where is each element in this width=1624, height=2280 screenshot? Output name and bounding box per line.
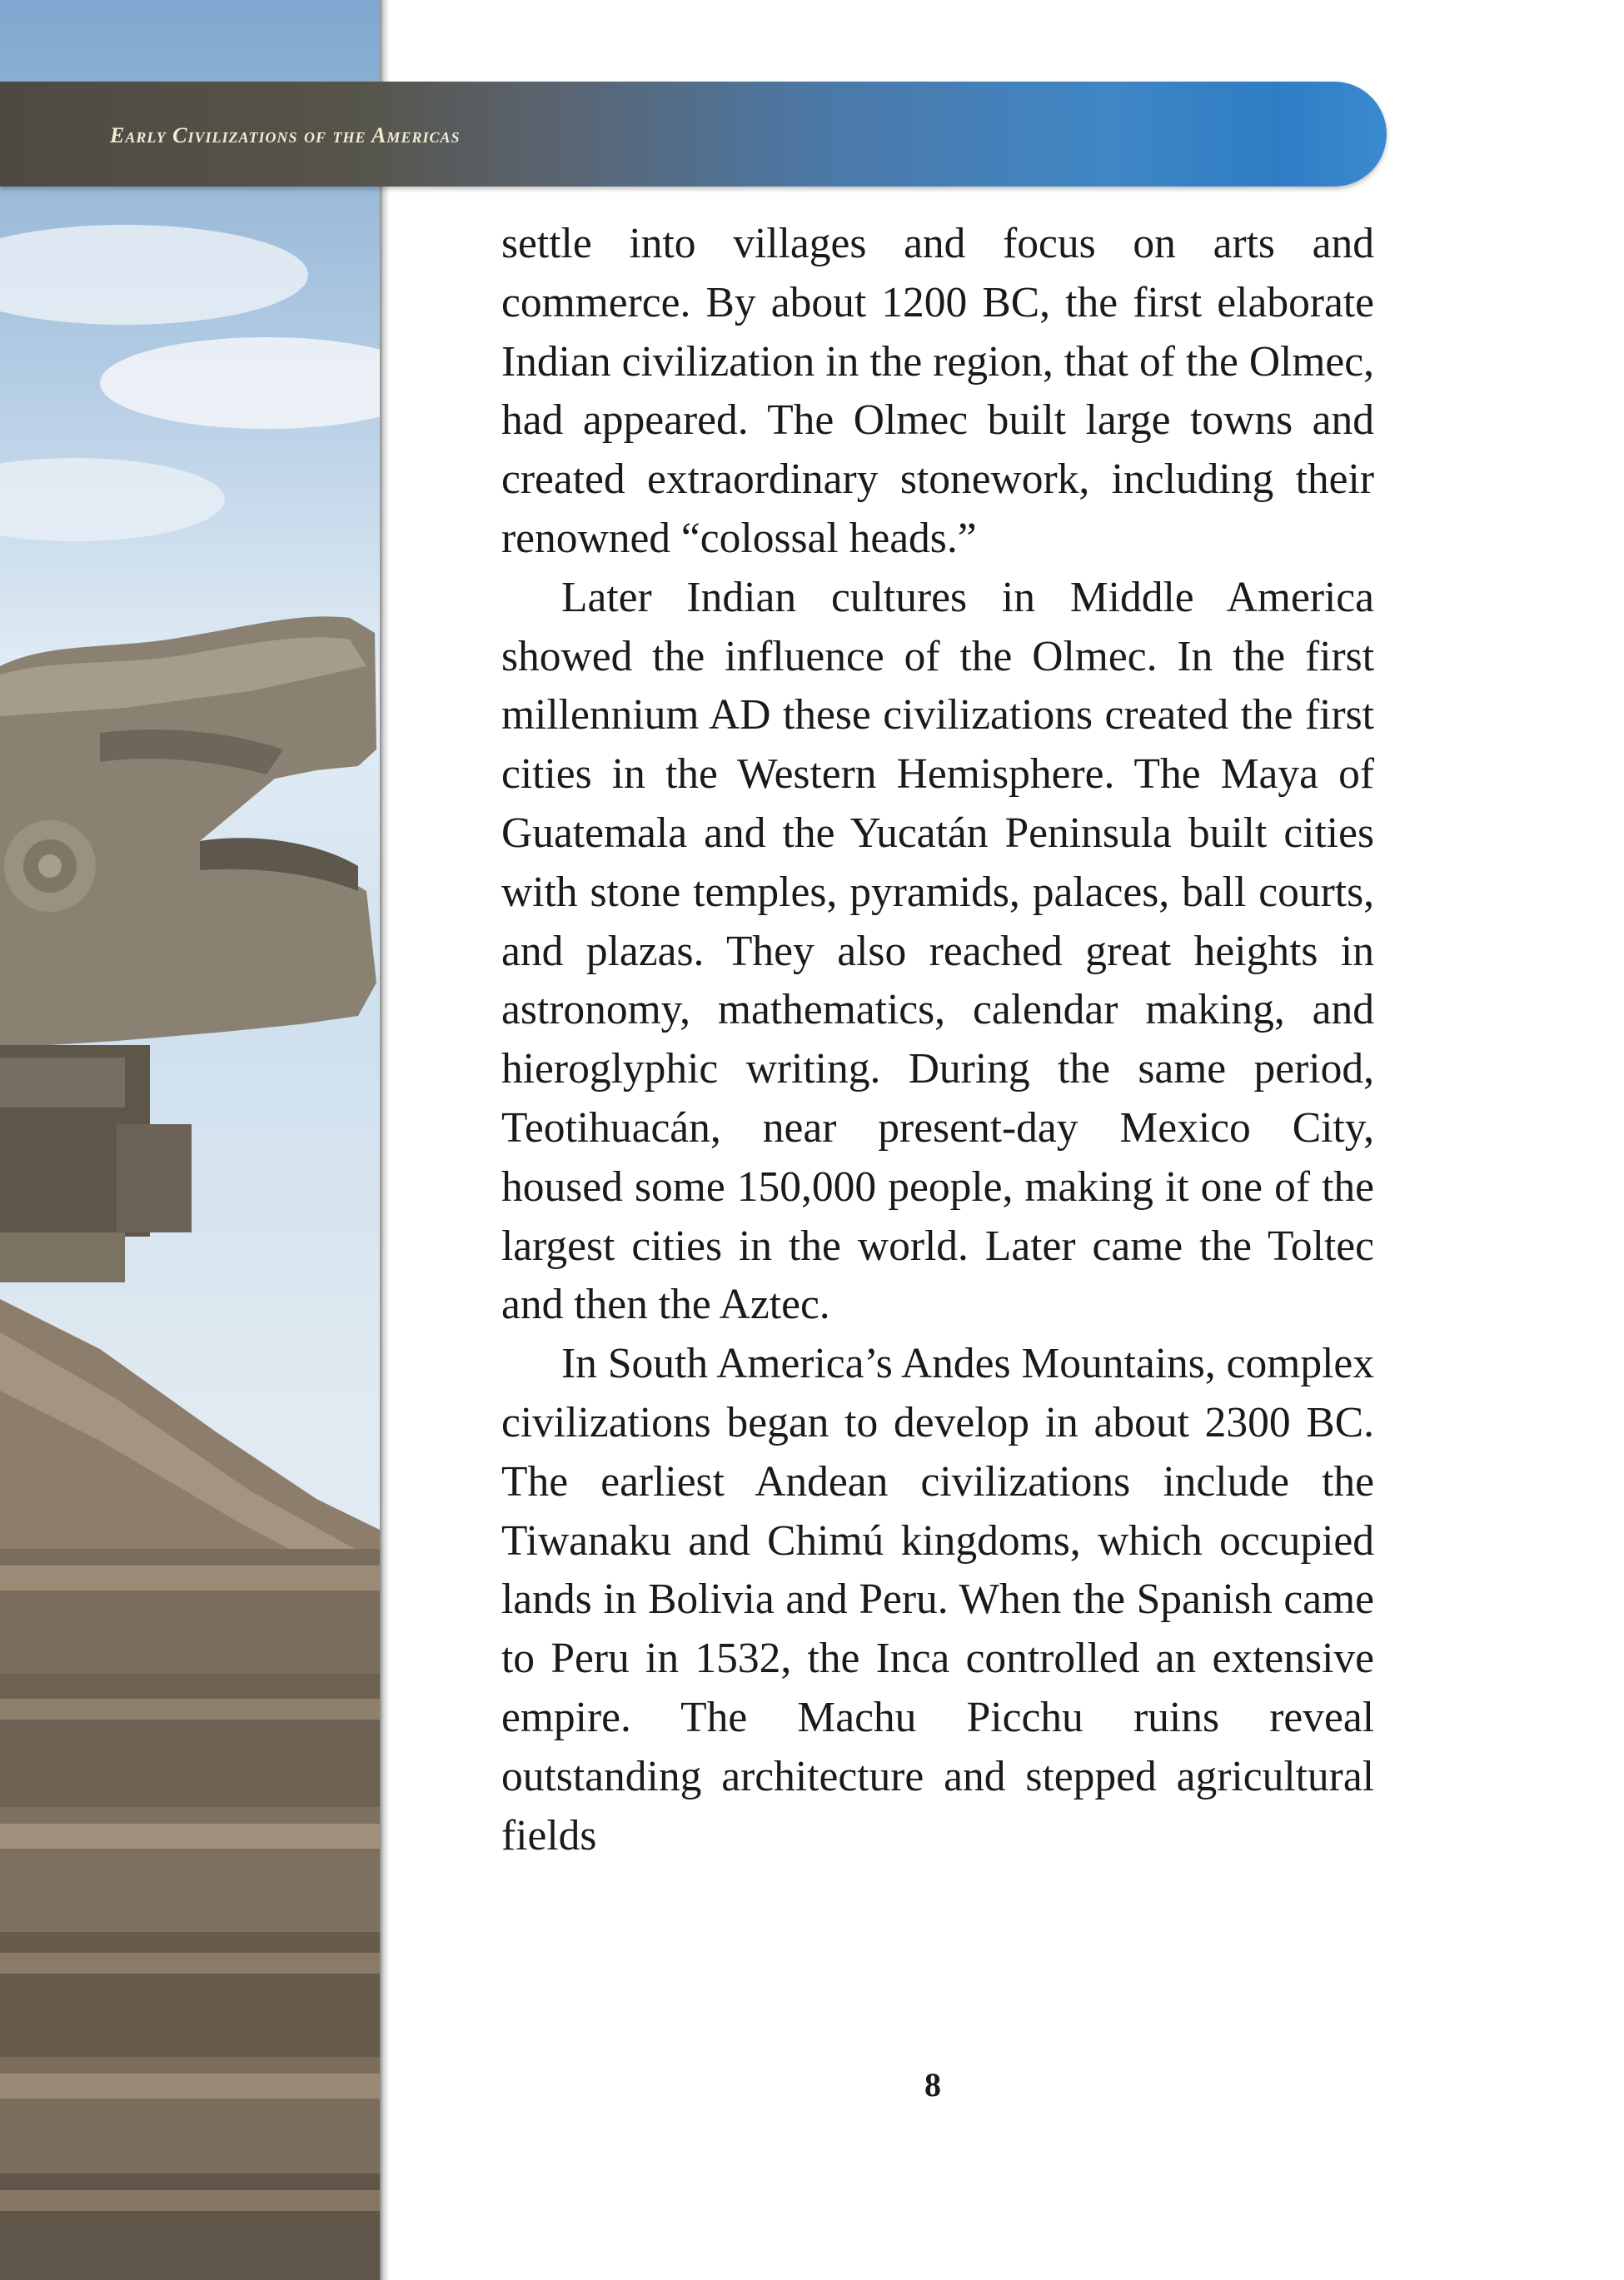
paragraph-1: settle into villages and focus on arts and commerce. By about 1200 BC, the first elaborate Indian civilization in the region, that of the Olmec, had appeared. The Olmec built large towns and created extraordinary stonework, including their renowned “colossal heads.” [501,220,1374,562]
body-text [501,215,1374,1865]
paragraph-3: In South America’s Andes Mountains, complex civilizations began to develop in about 2300 BC. The earliest Andean civilizations include the Tiwanaku and Chimú kingdoms, which occupied lands in Bolivia and Peru. When the Spanish came to Peru in 1532, the Inca controlled an extensive empire. The Machu Picchu ruins reveal outstanding architecture and stepped agricultural fields [501,1340,1374,1859]
page-number: 8 [924,2066,941,2103]
running-title: Early Civilizations of the Americas [110,123,461,147]
paragraph-2: Later Indian cultures in Middle America showed the influence of the Olmec. In the first millennium AD these civilizations created the first cities in the Western Hemisphere. The Maya of Guatemala and the Yucatán Peninsula built cities with stone temples, pyramids, palaces, ball courts, and plazas. They also reached great heights in astronomy, mathematics, calendar making, and hieroglyphic writing. During the same period, Teotihuacán, near present-day Mexico City, housed some 150,000 people, making it one of the largest cities in the world. Later came the Toltec and then the Aztec. [501,573,1374,1329]
photo-edge-divider [380,0,388,2280]
stone-serpent-photo [0,0,385,2280]
